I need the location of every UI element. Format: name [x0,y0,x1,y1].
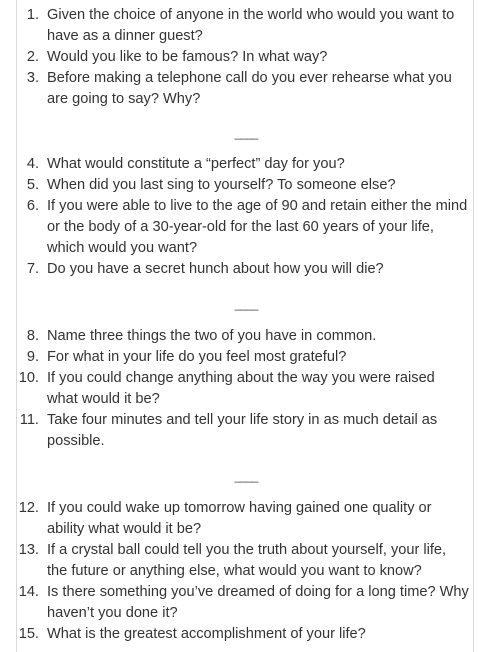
question-group-1 [17,5,475,110]
question-item [17,259,475,280]
question-item [17,5,475,47]
question-item [17,196,475,259]
question-group-2 [17,154,475,280]
question-number: 9. [26,349,39,365]
question-number: 15. [18,626,39,642]
section-separator: ____ [234,297,258,311]
question-text: If a crystal ball could tell you the truth about yourself, your life, the future or anything else, what would you want to know? [47,542,447,579]
question-item [17,540,475,582]
section-separator: ____ [234,469,258,483]
question-list-page [16,0,474,652]
question-text: Name three things the two of you have in common. [47,328,377,344]
question-number: 8. [26,328,39,344]
question-text: Take four minutes and tell your life story in as much detail as possible. [47,412,438,449]
question-item [17,47,475,68]
question-number: 5. [26,177,39,193]
question-number: 13. [18,542,39,558]
question-item [17,175,475,196]
question-group-4 [17,498,475,645]
question-number: 4. [26,156,39,172]
question-number: 3. [26,70,39,86]
section-separator: ____ [234,126,258,140]
question-text: For what in your life do you feel most grateful? [47,349,347,365]
question-number: 12. [18,500,39,516]
question-item [17,410,475,452]
question-text: Is there something you’ve dreamed of doing for a long time? Why haven’t you done it? [47,584,469,621]
question-number: 1. [26,7,39,23]
question-item [17,498,475,540]
question-text: Would you like to be famous? In what way? [47,49,328,65]
question-item [17,326,475,347]
question-item [17,368,475,410]
question-number: 14. [18,584,39,600]
question-item [17,68,475,110]
question-number: 6. [26,198,39,214]
question-item [17,624,475,645]
question-number: 10. [18,370,39,386]
question-item [17,154,475,175]
question-text: Do you have a secret hunch about how you will die? [47,261,384,277]
question-text: When did you last sing to yourself? To someone else? [47,177,396,193]
question-text: If you could wake up tomorrow having gained one quality or ability what would it be? [47,500,432,537]
question-number: 11. [19,412,39,428]
question-number: 7. [26,261,39,277]
question-item [17,582,475,624]
question-text: If you were able to live to the age of 90 and retain either the mind or the body of a 30-year-old for the last 60 years of your life, which would you want? [47,198,468,256]
question-number: 2. [26,49,39,65]
question-item [17,347,475,368]
question-text: What is the greatest accomplishment of your life? [47,626,366,642]
question-text: What would constitute a “perfect” day for you? [47,156,345,172]
question-group-3 [17,326,475,452]
question-text: If you could change anything about the way you were raised what would it be? [47,370,435,407]
question-text: Given the choice of anyone in the world who would you want to have as a dinner guest? [47,7,455,44]
question-text: Before making a telephone call do you ever rehearse what you are going to say? Why? [47,70,452,107]
